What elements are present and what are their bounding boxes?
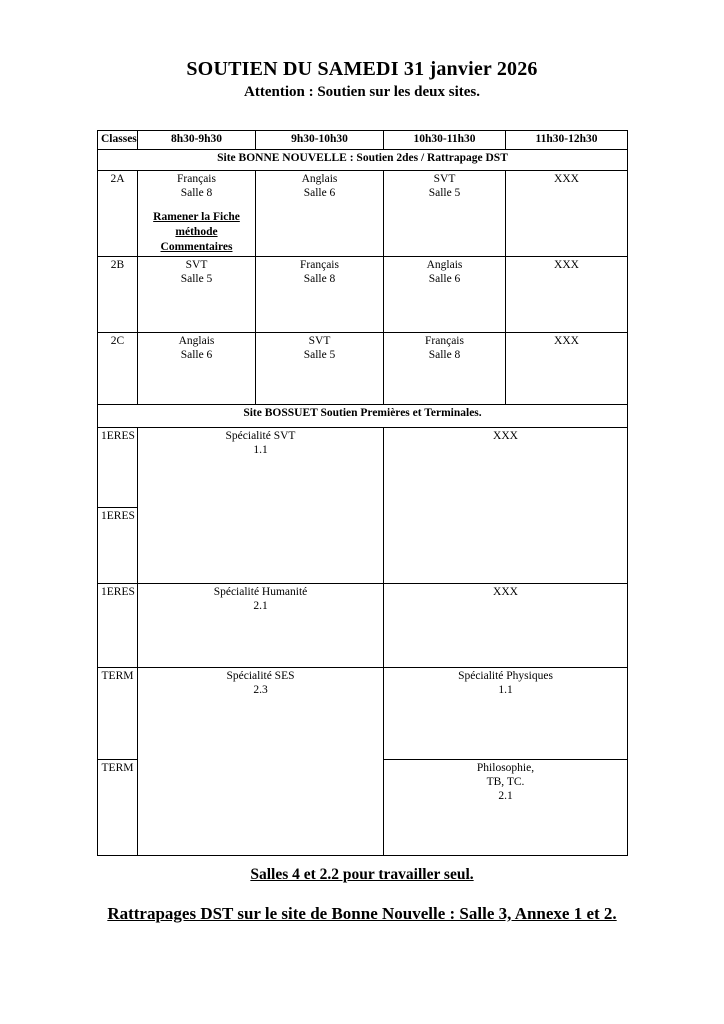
room: Salle 5 (428, 187, 461, 200)
room: Salle 5 (180, 272, 213, 285)
column-header-classes: Classes (98, 131, 138, 150)
table-row-2c (98, 332, 628, 404)
site-bonne-nouvelle-header: Site BONNE NOUVELLE : Soutien 2des / Rattrapage DST (98, 150, 628, 171)
room: Salle 6 (303, 187, 336, 200)
subject: Spécialité SES (226, 669, 295, 682)
class-label-term-a: TERM (98, 667, 138, 759)
table-row-term-a (98, 667, 628, 759)
site-bossuet-header: Site BOSSUET Soutien Premières et Terminales. (98, 404, 628, 427)
room: 2.1 (253, 599, 268, 612)
room: Salle 6 (180, 348, 213, 361)
cell-specialite-physiques (384, 667, 628, 759)
subject: Français (425, 334, 464, 347)
cell-2c-slot2 (256, 332, 384, 404)
cell-2b-slot4: XXX (506, 256, 628, 332)
table-row-2b (98, 256, 628, 332)
class-label-1eres-c: 1ERES (98, 583, 138, 667)
class-label-2b: 2B (98, 256, 138, 332)
note-line2: méthode Commentaires (160, 225, 233, 253)
note (141, 210, 252, 255)
cell-2a-slot2 (256, 171, 384, 257)
cell-philosophie (384, 759, 628, 855)
section-row-bossuet (98, 404, 628, 427)
cell-2c-slot4: XXX (506, 332, 628, 404)
subject: Français (177, 173, 216, 185)
cell-xxx-2: XXX (384, 583, 628, 667)
class-label-1eres-a: 1ERES (98, 427, 138, 507)
column-header-slot3: 10h30-11h30 (384, 131, 506, 150)
cell-2a-slot4: XXX (506, 171, 628, 257)
room: Salle 8 (180, 187, 213, 200)
cell-2b-slot2 (256, 256, 384, 332)
room: Salle 6 (428, 272, 461, 285)
subject: Anglais (426, 258, 463, 271)
subject: Français (300, 258, 339, 271)
class-label-2a: 2A (98, 171, 138, 257)
cell-specialite-svt (138, 427, 384, 583)
subject: Anglais (178, 334, 215, 347)
page-subtitle: Attention : Soutien sur les deux sites. (244, 84, 480, 100)
room: 2.1 (498, 789, 513, 802)
column-header-slot2: 9h30-10h30 (256, 131, 384, 150)
subject: Philosophie, (476, 761, 535, 774)
table-row-1eres-c (98, 583, 628, 667)
room: 1.1 (498, 683, 513, 696)
room: Salle 8 (428, 348, 461, 361)
cell-2a-slot3 (384, 171, 506, 257)
table-header-row (98, 131, 628, 150)
subject: SVT (308, 334, 331, 347)
room: Salle 5 (303, 348, 336, 361)
cell-xxx-1: XXX (384, 427, 628, 583)
table-row-1eres-a (98, 427, 628, 507)
cell-specialite-humanite (138, 583, 384, 667)
subject: Spécialité Physiques (458, 669, 553, 682)
subject: Spécialité SVT (225, 429, 296, 442)
schedule-table (97, 130, 628, 856)
footer-note-rooms: Salles 4 et 2.2 pour travailler seul. (250, 866, 474, 883)
footer-note-rattrapages: Rattrapages DST sur le site de Bonne Nouvelle : Salle 3, Annexe 1 et 2. (107, 904, 617, 923)
cell-specialite-ses (138, 667, 384, 855)
cell-2c-slot3 (384, 332, 506, 404)
column-header-slot4: 11h30-12h30 (506, 131, 628, 150)
subject: Spécialité Humanité (213, 585, 308, 598)
cell-2c-slot1 (138, 332, 256, 404)
room: 1.1 (253, 443, 268, 456)
cell-2a-slot1 (138, 171, 256, 257)
cell-2b-slot1 (138, 256, 256, 332)
column-header-slot1: 8h30-9h30 (138, 131, 256, 150)
class-label-1eres-b: 1ERES (98, 507, 138, 583)
subject: SVT (433, 173, 456, 185)
table-row-2a (98, 171, 628, 257)
group: TB, TC. (486, 775, 525, 788)
subject: SVT (185, 258, 208, 271)
room: 2.3 (253, 683, 268, 696)
class-label-2c: 2C (98, 332, 138, 404)
class-label-term-b: TERM (98, 759, 138, 855)
page-title: SOUTIEN DU SAMEDI 31 janvier 2026 (186, 58, 538, 80)
note-line1: Ramener la Fiche (153, 211, 240, 224)
cell-2b-slot3 (384, 256, 506, 332)
subject: Anglais (301, 173, 338, 185)
section-row-bonne-nouvelle (98, 150, 628, 171)
room: Salle 8 (303, 272, 336, 285)
